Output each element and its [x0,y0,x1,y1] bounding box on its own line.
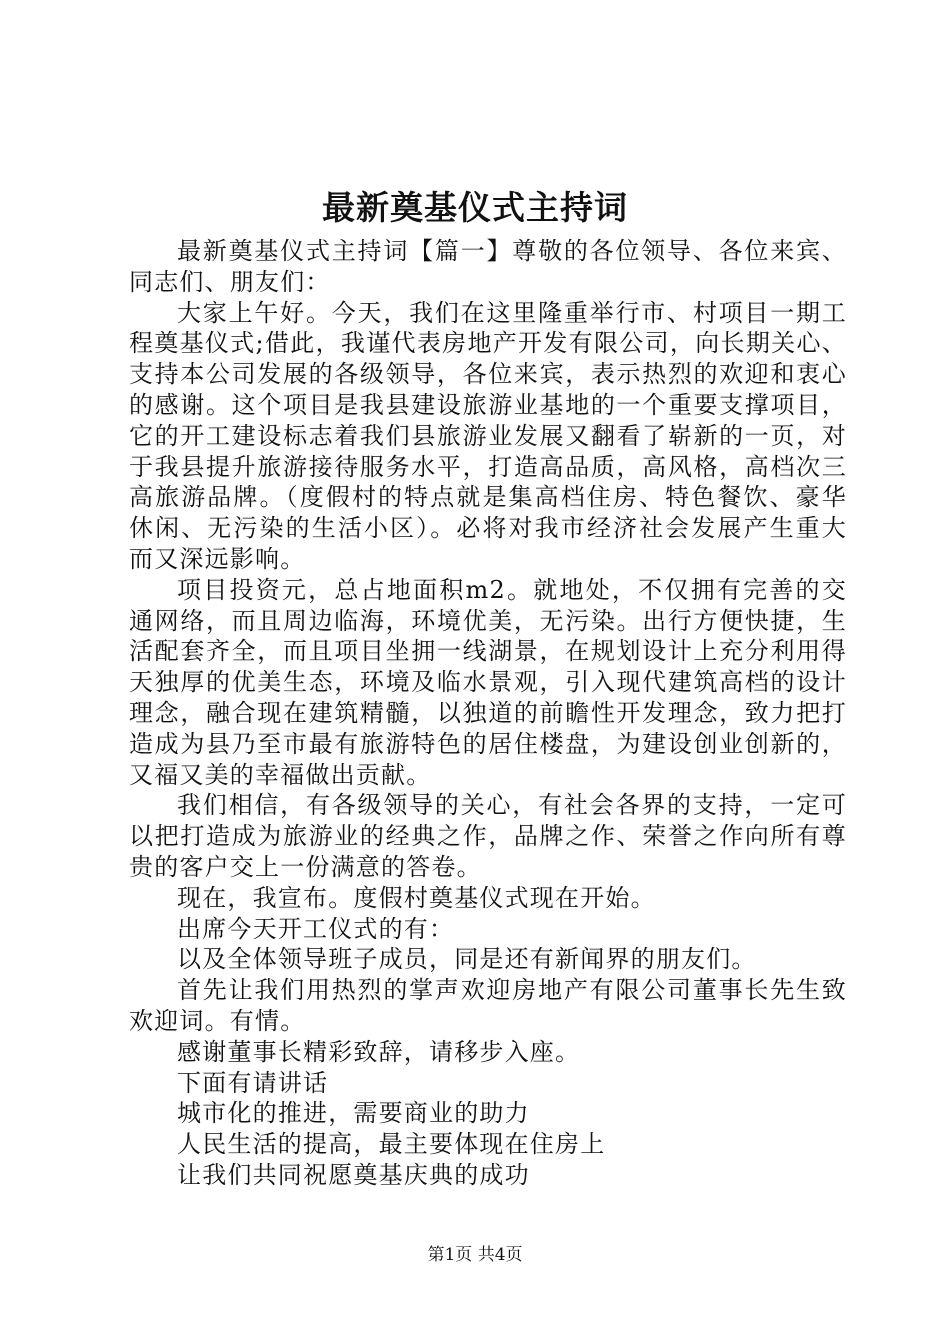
paragraph: 现在，我宣布。度假村奠基仪式现在开始。 [177,883,656,912]
paragraph: 以及全体领导班子成员，同是还有新闻界的朋友们。 [177,945,757,974]
document-title: 最新奠基仪式主持词 [322,188,628,227]
paragraph: 城市化的推进，需要商业的助力 [177,1099,530,1128]
paragraph: 大家上午好。今天，我们在这里隆重举行市、村项目一期工程奠基仪式;借此，我谨代表房地产开发有限公司，向长期关心、支持本公司发展的各级领导，各位来宾，表示热烈的欢迎和衷心的感谢。这个项目是我县建设旅游业基地的一个重要支撑项目，它的开工建设标志着我们县旅游业发展又翻看了崭新的一页，对于我县提升旅游接待服务水平，打造高品质，高风格，高档次三高旅游品牌。（度假村的特点就是集高档住房、特色餐饮、豪华休闲、无污染的生活小区）。必将对我市经济社会发展产生重大而又深远影响。 [129,298,847,573]
paragraph: 最新奠基仪式主持词【篇一】尊敬的各位领导、各位来宾、同志们、朋友们： [129,237,847,296]
page-number-footer: 第1页 共4页 [427,1245,523,1265]
document-body [129,236,847,1191]
paragraph: 下面有请讲话 [177,1068,329,1097]
paragraph: 感谢董事长精彩致辞，请移步入座。 [177,1037,581,1066]
paragraph: 首先让我们用热烈的掌声欢迎房地产有限公司董事长先生致欢迎词。有情。 [129,976,847,1035]
paragraph: 出席今天开工仪式的有： [177,914,455,943]
paragraph: 让我们共同祝愿奠基庆典的成功 [177,1160,530,1189]
paragraph: 项目投资元，总占地面积m2。就地处，不仅拥有完善的交通网络，而且周边临海，环境优美，无污染。出行方便快捷，生活配套齐全，而且项目坐拥一线湖景，在规划设计上充分利用得天独厚的优美生态，环境及临水景观，引入现代建筑高档的设计理念，融合现在建筑精髓，以独道的前瞻性开发理念，致力把打造成为县乃至市最有旅游特色的居住楼盘，为建设创业创新的，又福又美的幸福做出贡献。 [129,575,847,789]
paragraph: 我们相信，有各级领导的关心，有社会各界的支持，一定可以把打造成为旅游业的经典之作，品牌之作、荣誉之作向所有尊贵的客户交上一份满意的答卷。 [129,791,847,881]
paragraph: 人民生活的提高，最主要体现在住房上 [177,1130,606,1159]
